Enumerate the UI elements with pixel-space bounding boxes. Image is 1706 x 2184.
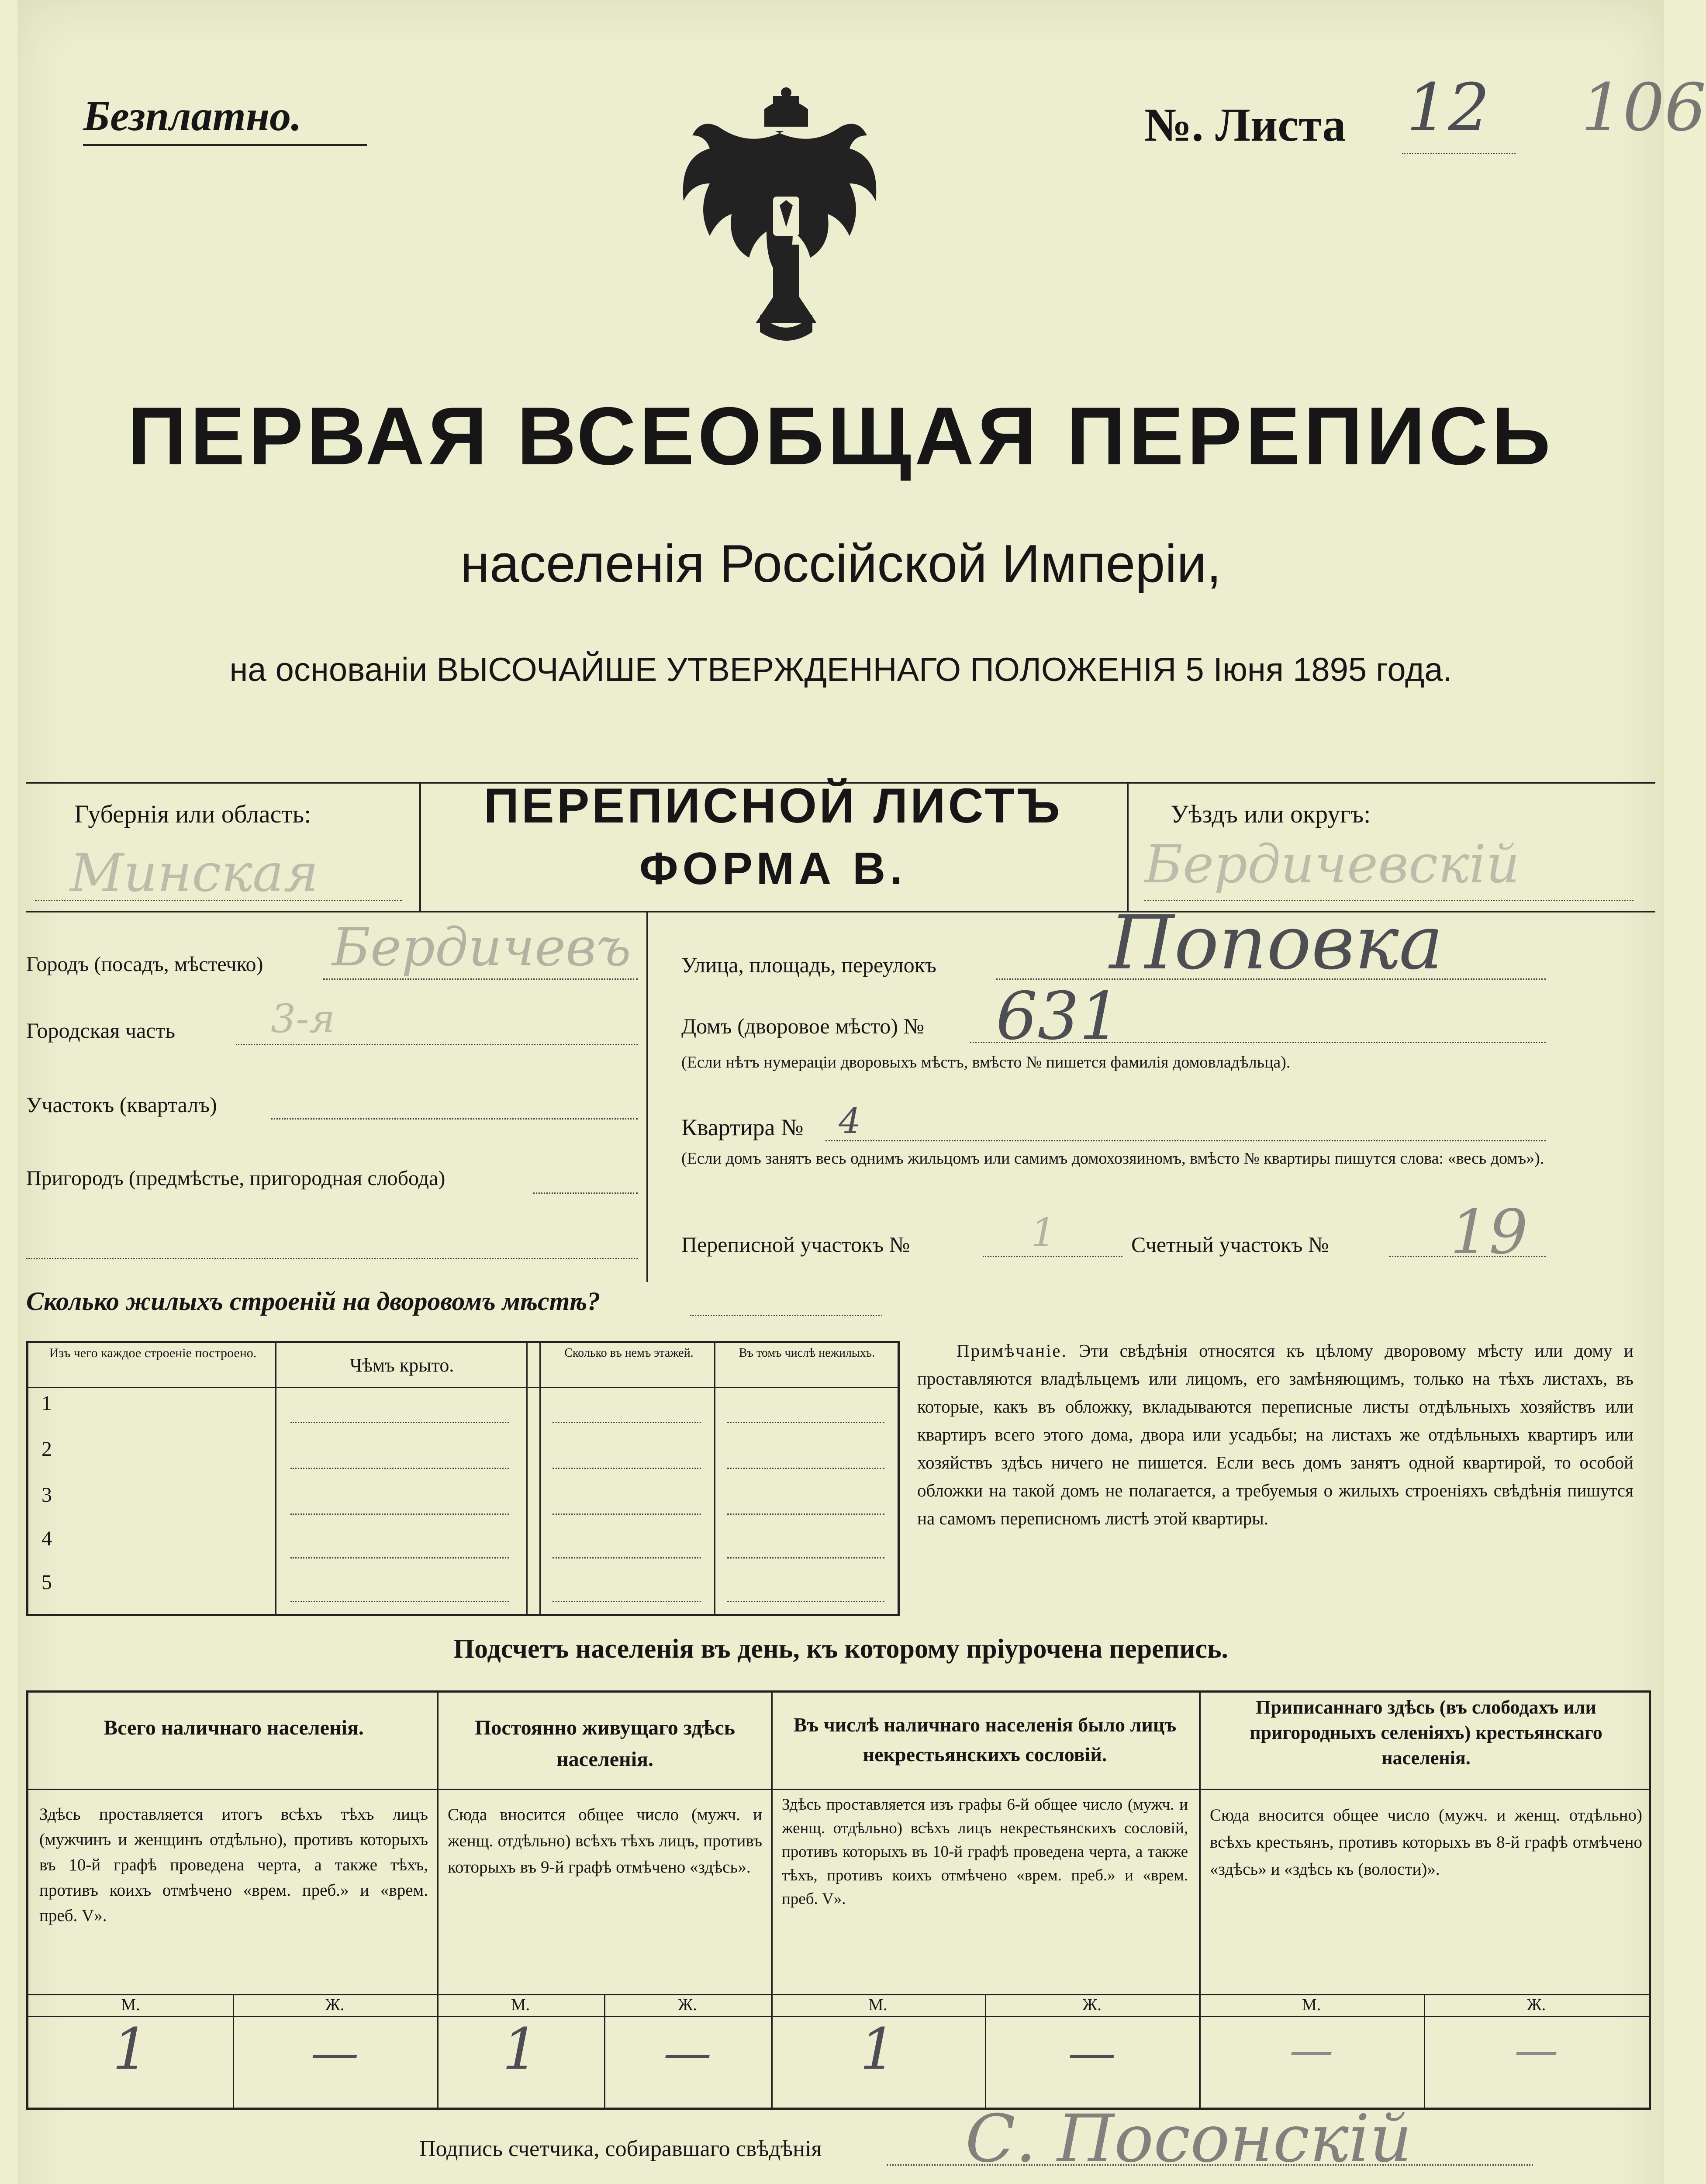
main-title: ПЕРВАЯ ВСЕОБЩАЯ ПЕРЕПИСЬ [128, 390, 1554, 482]
buildings-answer-line [690, 1315, 882, 1316]
suburb-label: Пригородъ (предмѣстье, пригородная слобода) [26, 1167, 445, 1190]
buildings-col-nonresidential: Въ томъ числѣ нежилыхъ. [739, 1346, 875, 1360]
pop-col-2-header: Постоянно живущаго здѣсь населенія. [474, 1716, 735, 1771]
pop-col-2-m-label: М. [511, 1996, 530, 2014]
buildings-question: Сколько жилыхъ строеній на дворовомъ мѣстѣ? [26, 1287, 601, 1316]
sheet-number-label: №. Листа [1144, 99, 1346, 151]
buildings-table [26, 1341, 900, 1616]
signature-value: С. Посонскій [965, 2101, 1412, 2177]
pop-col-4-m-label: М. [1302, 1996, 1321, 2014]
count-area-value: 19 [1450, 1197, 1528, 1268]
street-label: Улица, площадь, переулокъ [681, 953, 936, 977]
suburb-line-2 [26, 1258, 638, 1259]
house-line [970, 1042, 1546, 1043]
sheet-number-line [1402, 153, 1516, 154]
note-block [917, 1337, 1633, 1532]
pop-col-4-m-value: — [1289, 2025, 1333, 2076]
sheet-title: ПЕРЕПИСНОЙ ЛИСТЪ [483, 778, 1063, 833]
form-label: ФОРМА В. [639, 843, 907, 894]
province-value: Минская [70, 843, 319, 904]
precinct-line [271, 1118, 638, 1120]
city-part-value: 3-я [271, 996, 335, 1042]
free-label-underline [83, 144, 367, 146]
buildings-row-1: 1 [41, 1392, 52, 1415]
census-area-value: 1 [1031, 1210, 1056, 1256]
signature-line [887, 2164, 1533, 2166]
archive-number: 106 [1581, 70, 1706, 146]
imperial-eagle-icon [673, 87, 900, 349]
pop-col-4-f-value: — [1514, 2025, 1558, 2076]
pop-col-3-m-label: М. [868, 1996, 888, 2014]
city-line [323, 978, 638, 980]
basis-line: на основаніи ВЫСОЧАЙШЕ УТВЕРЖДЕННАГО ПОЛОЖЕНІЯ 5 Іюня 1895 года. [229, 651, 1452, 688]
note-label: Примѣчаніе. [957, 1341, 1067, 1361]
district-label: Уѣздъ или округъ: [1171, 800, 1371, 828]
pop-col-1-m-value: 1 [112, 2016, 149, 2082]
pop-col-3-desc: Здѣсь проставляется изъ графы 6-й общее число (мужч. и женщ. отдѣльно) всѣхъ лицъ некрестьянскихъ сословій, противъ которыхъ въ 10-й графѣ проведена черта, а также тѣхъ, противъ коихъ отмѣчено «врем. преб.» и «врем. преб. V». [782, 1796, 1188, 1908]
house-value: 631 [996, 978, 1121, 1054]
city-part-line [236, 1044, 638, 1045]
pop-col-4-f-label: Ж. [1526, 1996, 1546, 2014]
population-title: Подсчетъ населенія въ день, къ которому пріурочена перепись. [453, 1634, 1229, 1664]
census-sheet [17, 0, 1706, 2184]
buildings-col-material: Изъ чего каждое строеніе построено. [49, 1346, 257, 1360]
pop-col-1-header: Всего наличнаго населенія. [104, 1716, 364, 1739]
city-value: Бердичевъ [332, 917, 631, 978]
pop-col-4-header: Приписаннаго здѣсь (въ слободахъ или пригородныхъ селеніяхъ) крестьянскаго населенія. [1250, 1697, 1602, 1769]
count-area-line [1389, 1256, 1546, 1257]
house-label: Домъ (дворовое мѣсто) № [681, 1014, 925, 1038]
form-divider-right [1127, 782, 1129, 911]
buildings-row-5: 5 [41, 1571, 52, 1594]
count-area-label: Счетный участокъ № [1131, 1232, 1329, 1257]
city-label: Городъ (посадъ, мѣстечко) [26, 953, 263, 976]
pop-col-3-f-label: Ж. [1082, 1996, 1102, 2014]
address-divider [646, 911, 648, 1282]
pop-col-2-f-label: Ж. [678, 1996, 697, 2014]
population-table [26, 1690, 1651, 2110]
pop-col-2-desc: Сюда вносится общее число (мужч. и женщ. отдѣльно) всѣхъ тѣхъ лицъ, противъ которыхъ въ 9-й графѣ отмѣчено «здѣсь». [448, 1805, 762, 1876]
buildings-row-2: 2 [41, 1438, 52, 1461]
house-note: (Если нѣтъ нумераціи дворовыхъ мѣстъ, вмѣсто № пишется фамилія домовладѣльца). [681, 1053, 1291, 1071]
census-area-line [983, 1256, 1122, 1257]
free-label: Безплатно. [83, 93, 302, 140]
pop-col-3-header: Въ числѣ наличнаго населенія было лицъ некрестьянскихъ сословій. [793, 1714, 1177, 1766]
signature-label: Подпись счетчика, собиравшаго свѣдѣнія [419, 2136, 822, 2161]
street-value: Поповка [1109, 900, 1444, 986]
sheet-number-value: 12 [1406, 70, 1490, 146]
pop-col-3-m-value: 1 [860, 2016, 896, 2082]
pop-col-1-f-label: Ж. [325, 1996, 345, 2014]
pop-col-2-f-value: — [663, 2025, 711, 2080]
buildings-col-roof: Чѣмъ крыто. [349, 1355, 454, 1376]
buildings-row-3: 3 [41, 1483, 52, 1507]
apartment-line [825, 1140, 1546, 1141]
pop-col-1-m-label: М. [121, 1996, 140, 2014]
pop-col-2-m-value: 1 [502, 2016, 539, 2082]
pop-col-3-f-value: — [1068, 2025, 1116, 2080]
subtitle: населенія Россійской Имперіи, [460, 534, 1222, 593]
suburb-line [533, 1192, 638, 1194]
city-part-label: Городская часть [26, 1018, 176, 1043]
province-line [35, 900, 402, 901]
apartment-label: Квартира № [681, 1114, 804, 1140]
note-text: Эти свѣдѣнія относятся къ цѣлому дворовому мѣсту или дому и проставляются владѣльцемъ или лицомъ, его замѣняющимъ, только на тѣхъ листахъ, въ которые, какъ въ обложку, вкладываются переписные листы отдѣльныхъ хозяйствъ или квартиръ всего этого дома, двора или усадьбы; на листахъ же отдѣльныхъ квартиръ или хозяйствъ здѣсь ничего не пишется. Если весь домъ занятъ одной квартирой, то особой обложки на такой домъ не полагается, а требуемыя о жилыхъ строеніяхъ свѣдѣнія пишутся на самомъ переписномъ листѣ этой квартиры. [917, 1341, 1633, 1528]
pop-col-4-desc: Сюда вносится общее число (мужч. и женщ. отдѣльно) всѣхъ крестьянъ, противъ которыхъ въ 8-й графѣ отмѣчено «здѣсь» и «здѣсь къ (волости)». [1210, 1806, 1642, 1879]
apartment-note: (Если домъ занятъ весь однимъ жильцомъ или самимъ домохозяиномъ, вмѣсто № квартиры пишутся слова: «весь домъ»). [681, 1149, 1544, 1168]
census-area-label: Переписной участокъ № [681, 1232, 910, 1257]
pop-col-1-f-value: — [311, 2025, 359, 2080]
precinct-label: Участокъ (кварталъ) [26, 1092, 217, 1117]
apartment-value: 4 [839, 1101, 861, 1141]
district-value: Бердичевскій [1144, 834, 1520, 895]
buildings-row-4: 4 [41, 1527, 52, 1550]
buildings-col-floors: Сколько въ немъ этажей. [564, 1346, 694, 1360]
province-label: Губернія или область: [74, 800, 311, 828]
pop-col-1-desc: Здѣсь проставляется итогъ всѣхъ тѣхъ лицъ (мужчинъ и женщинъ отдѣльно), противъ которыхъ въ 10-й графѣ проведена черта, а также тѣхъ, противъ коихъ отмѣчено «врем. преб.» и «врем. преб. V». [39, 1805, 428, 1925]
